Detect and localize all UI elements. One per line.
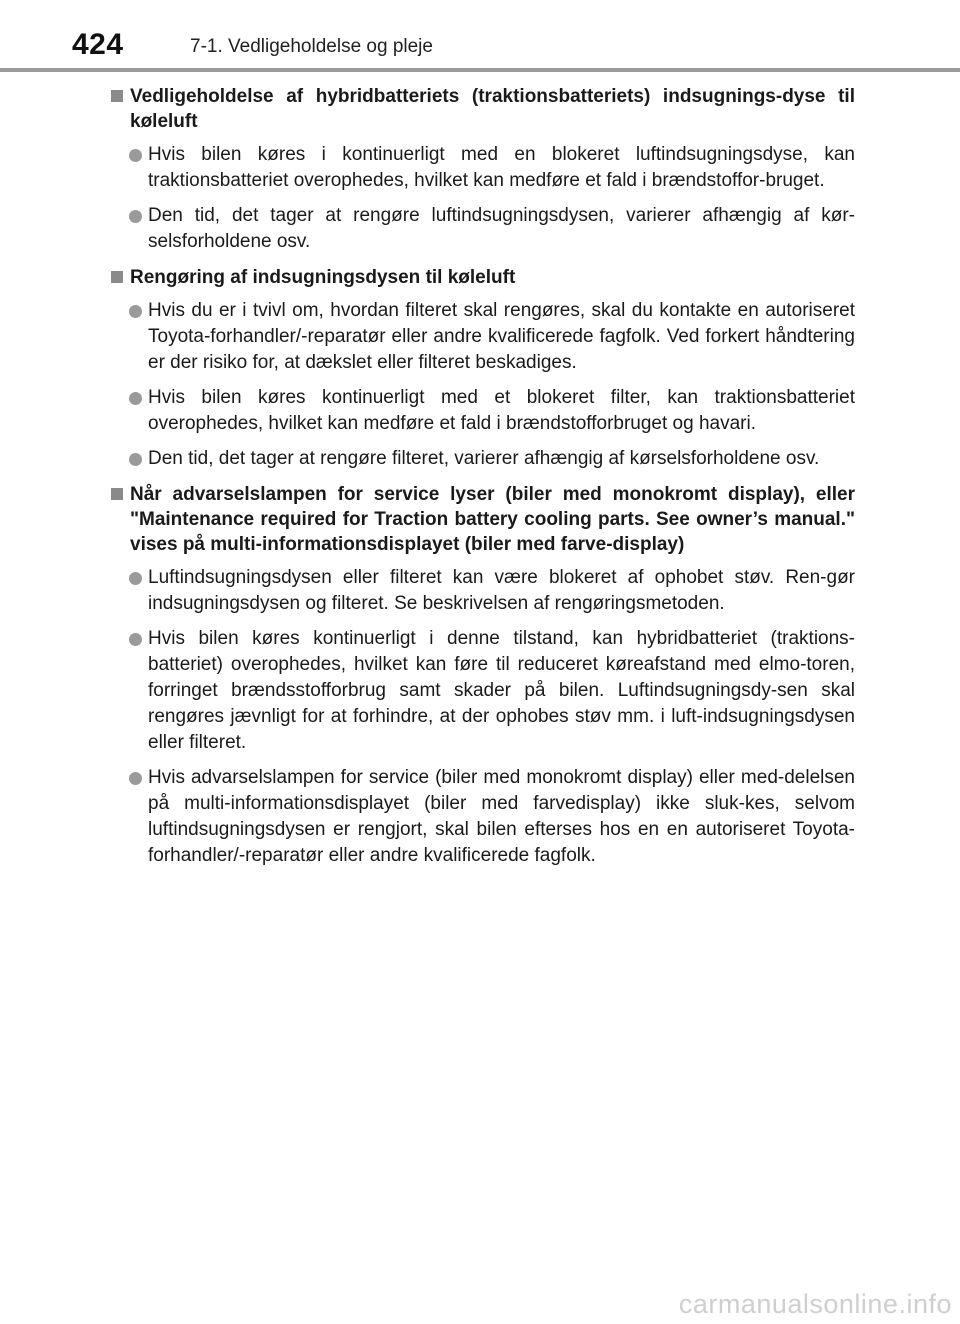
list-item-text: Hvis advarselslampen for service (biler med monokromt display) eller med-delelsen på multi-informationsdisplayet (biler med farvedisplay) ikke sluk-kes, selvom luftindsugningsdysen er rengjort, skal bilen efterses hos en en autoriseret Toyota-forhandler/-reparatør eller andre kvalificerede fagfolk. bbox=[148, 767, 855, 866]
section-heading-text: Vedligeholdelse af hybridbatteriets (traktionsbatteriets) indsugnings-dyse til køleluft bbox=[130, 86, 855, 132]
section-heading-text: Rengøring af indsugningsdysen til køleluft bbox=[130, 267, 516, 288]
chapter-title: 7-1. Vedligeholdelse og pleje bbox=[190, 36, 433, 57]
list-item-text: Hvis bilen køres kontinuerligt med et blokeret filter, kan traktionsbatteriet overophedes, hvilket kan medføre et fald i brændstofforbruget og havari. bbox=[148, 387, 855, 434]
section-heading bbox=[109, 482, 855, 557]
square-bullet-icon bbox=[111, 271, 123, 283]
section-cleaning-intake bbox=[109, 265, 855, 472]
circle-bullet-icon bbox=[129, 772, 142, 785]
list-item bbox=[109, 765, 855, 869]
section-heading bbox=[109, 84, 855, 134]
square-bullet-icon bbox=[111, 488, 123, 500]
list-item bbox=[109, 142, 855, 194]
watermark: carmanualsonline.info bbox=[678, 1289, 952, 1319]
list-item-text: Den tid, det tager at rengøre luftindsugningsdysen, varierer afhængig af kør-selsforholdene osv. bbox=[148, 205, 855, 252]
list-item bbox=[109, 626, 855, 756]
list-item bbox=[109, 385, 855, 437]
list-item bbox=[109, 298, 855, 376]
section-heading bbox=[109, 265, 855, 290]
list-item-text: Hvis du er i tvivl om, hvordan filteret skal rengøres, skal du kontakte en autoriseret Toyota-forhandler/-reparatør eller andre kvalificerede fagfolk. Ved forkert håndtering er der risiko for, at dækslet eller filteret beskadiges. bbox=[148, 300, 855, 373]
header-divider bbox=[0, 68, 960, 72]
circle-bullet-icon bbox=[129, 305, 142, 318]
list-item bbox=[109, 565, 855, 617]
list-item-text: Luftindsugningsdysen eller filteret kan være blokeret af ophobet støv. Ren-gør indsugningsdysen og filteret. Se beskrivelsen af rengøringsmetoden. bbox=[148, 567, 855, 614]
section-heading-text: Når advarselslampen for service lyser (biler med monokromt display), eller "Maintenance required for Traction battery cooling parts. See owner’s manual." vises på multi-informationsdisplayet (biler med farve-display) bbox=[130, 484, 855, 555]
circle-bullet-icon bbox=[129, 453, 142, 466]
circle-bullet-icon bbox=[129, 633, 142, 646]
circle-bullet-icon bbox=[129, 149, 142, 162]
section-warning-light bbox=[109, 482, 855, 869]
page-content bbox=[109, 84, 855, 879]
list-item-text: Den tid, det tager at rengøre filteret, varierer afhængig af kørselsforholdene osv. bbox=[148, 448, 820, 469]
circle-bullet-icon bbox=[129, 572, 142, 585]
list-item bbox=[109, 203, 855, 255]
square-bullet-icon bbox=[111, 90, 123, 102]
section-air-intake-maintenance bbox=[109, 84, 855, 255]
circle-bullet-icon bbox=[129, 392, 142, 405]
list-item bbox=[109, 446, 855, 472]
list-item-text: Hvis bilen køres i kontinuerligt med en blokeret luftindsugningsdyse, kan traktionsbatteriet overophedes, hvilket kan medføre et fald i brændstoffor-bruget. bbox=[148, 144, 855, 191]
list-item-text: Hvis bilen køres kontinuerligt i denne tilstand, kan hybridbatteriet (traktions-batteriet) overophedes, hvilket kan føre til reduceret køreafstand med elmo-toren, forringet brændsstofforbrug samt skader på bilen. Luftindsugningsdy-sen skal rengøres jævnligt for at forhindre, at der ophobes støv mm. i luft-indsugningsdysen eller filteret. bbox=[148, 628, 855, 753]
page-number: 424 bbox=[72, 28, 124, 61]
page-header bbox=[0, 0, 960, 70]
circle-bullet-icon bbox=[129, 210, 142, 223]
